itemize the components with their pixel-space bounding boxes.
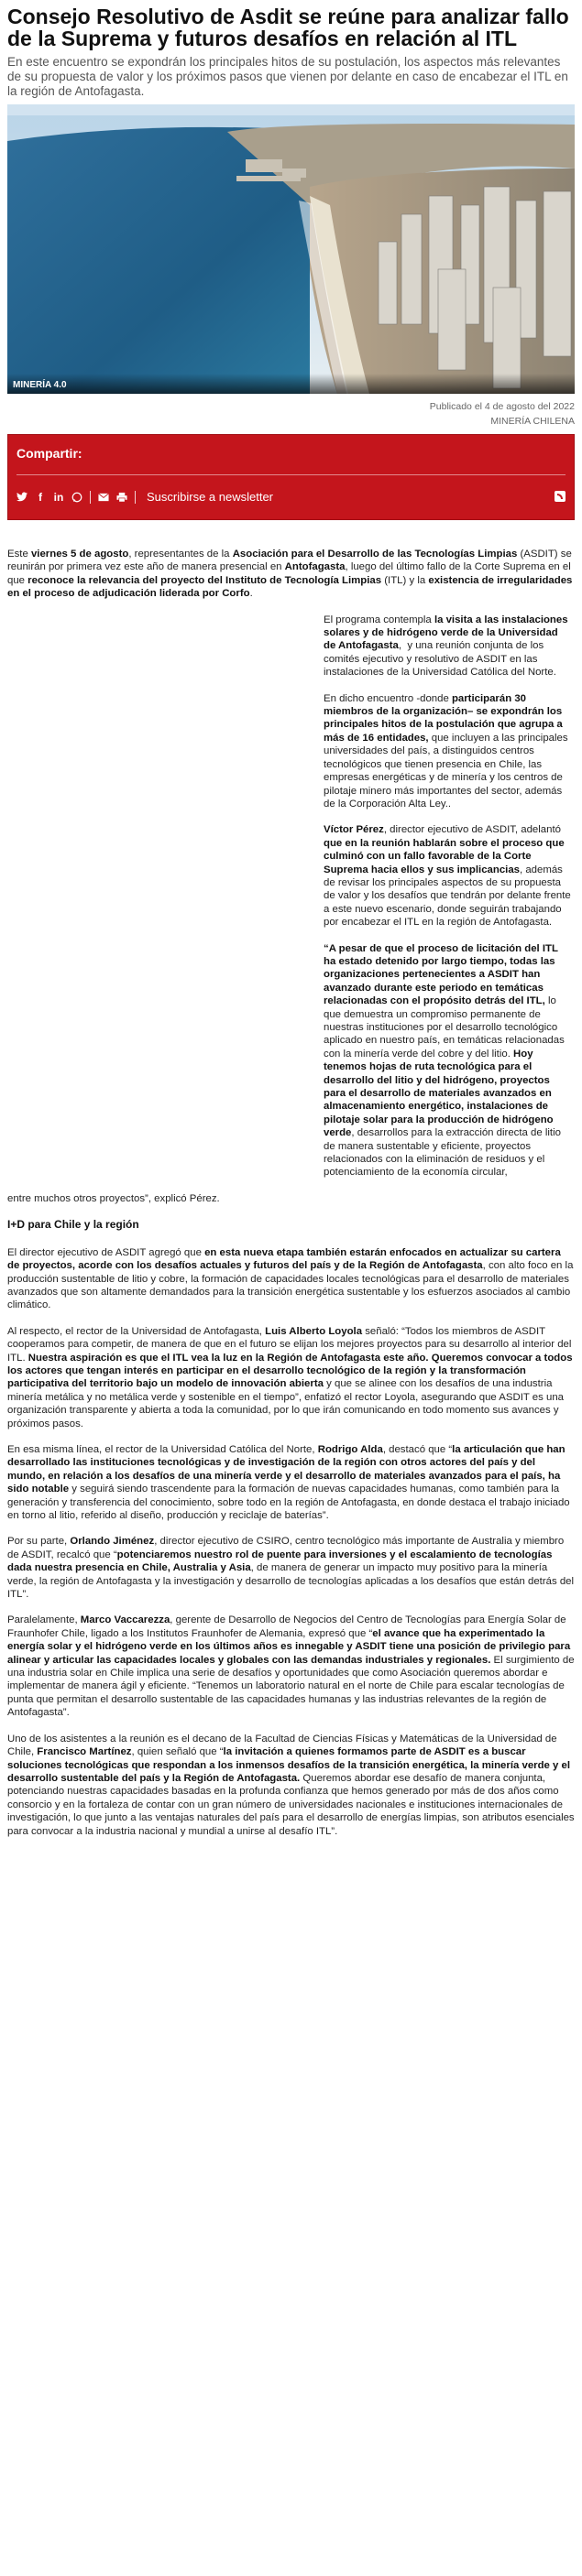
- facebook-icon[interactable]: f: [38, 490, 42, 504]
- hero-image: [7, 104, 575, 394]
- share-separator: [135, 491, 136, 504]
- article-body: [0, 520, 582, 1838]
- mail-icon[interactable]: [98, 491, 109, 504]
- article-subtitle: En este encuentro se expondrán los principales hitos de su postulación, los aspectos más relevantes de su propuesta de valor y los próximos pasos que vienen por delante en caso de encabezar el ITL en la región de Antofagasta.: [7, 55, 568, 98]
- whatsapp-icon[interactable]: [71, 491, 82, 504]
- article-paragraph: Víctor Pérez, director ejecutivo de ASDIT, adelantó que en la reunión hablarán sobre el proceso que culminó con un fallo favorable de la Corte Suprema hacia ellos y sus implicancias, además de revisar los principales aspectos de su propuesta de valor y los desafíos que tendrán por delante frente a este nuevo escenario, donde seguirán trabajando por encabezar el ITL en la región de Antofagasta.: [324, 824, 571, 929]
- article-paragraph: “A pesar de que el proceso de licitación del ITL ha estado detenido por largo tiempo, todas las organizaciones pertenecientes a ASDIT han avanzado durante este periodo en temáticas relacionadas con el propósito detrás del ITL, lo que demuestra un compromiso permanente de nuestras instituciones por el desarrollo tecnológico aplicado en nuestro país, en temáticas relacionadas con la minería verde del cobre y del litio. Hoy tenemos hojas de ruta tecnológica para el desarrollo del litio y del hidrógeno, proyectos para el desarrollo de materiales avanzados en almacenamiento energético, instalaciones de pilotaje solar para la producción de hidrógeno verde, desarrollos para la extracción directa de litio de manera sustentable y eficiente, proyectos relacionados con la eliminación de residuos y el potenciamiento de la economía circular,: [324, 942, 565, 1179]
- subscribe-newsletter-link[interactable]: Suscribirse a newsletter: [147, 490, 273, 504]
- article-paragraph: Paralelamente, Marco Vaccarezza, gerente de Desarrollo de Negocios del Centro de Tecnologías para Energía Solar de Fraunhofer Chile, ligado a los Institutos Fraunhofer de Alemania, expresó que “el avance que ha experimentado la energía solar y el hidrógeno verde en los últimos años es innegable y ASDIT tiene una posición de privilegio para alinear y articular las capacidades locales y globales con las demandas industriales y regionales. El surgimiento de una industria solar en Chile implica una serie de desafíos y oportunidades que como Asociación queremos abordar e implementar de manera ágil y eficiente. “Tenemos un laboratorio natural en el norte de Chile para escalar tecnologías de punta que permitan el desarrollo sustentable de las capacidades humanas y las industrias relevantes de la región de Antofagasta”.: [7, 1614, 575, 1719]
- section-heading: I+D para Chile y la región: [7, 1218, 139, 1232]
- image-credit-overlay: [7, 374, 575, 394]
- rss-icon[interactable]: [555, 491, 566, 502]
- coastal-city-photo: [7, 104, 575, 394]
- article-side-column: [324, 614, 571, 1179]
- article-paragraph: Al respecto, el rector de la Universidad de Antofagasta, Luis Alberto Loyola señaló: “Todos los miembros de ASDIT cooperamos para competir, de manera de que en el futuro se elijan los mejores proyectos para su desarrollo al interior del ITL. Nuestra aspiración es que el ITL vea la luz en la Región de Antofagasta este año. Queremos convocar a todos los actores que tengan interés en participar en el desarrollo tecnológico de la región y la transformación participativa del territorio bajo un modelo de innovación abierta y que se alinee con los desafíos de una industria minería metálica y no metálica verde y sostenible en el tiempo”, enfatizó el rector Loyola, asegurando que ASDIT es una organización transparente y abierta a toda la comunidad, por lo que irán comunicando en todo momento sus avances y próximos pasos.: [7, 1325, 573, 1429]
- share-title: Compartir:: [16, 446, 82, 461]
- article-paragraph: Por su parte, Orlando Jiménez, director ejecutivo de CSIRO, centro tecnológico más importante de Australia y miembro de ASDIT, recalcó que “potenciaremos nuestro rol de puente para inversiones y el escalamiento de tecnologías dada nuestra presencia en Chile, Australia y Asia, de manera de generar un impacto muy positivo para la minería verde, la región de Antofagasta y la investigación y desarrollo de tecnologías aplicadas a los desafíos que están detrás del ITL”.: [7, 1536, 575, 1601]
- article-paragraph: En dicho encuentro -donde participarán 30 miembros de la organización– se expondrán los principales hitos de la postulación que agrupa a más de 16 entidades, que incluyen a las principales universidades del país, a distinguidos centros tecnológicos que tienen presencia en Chile, las empresas energéticas y de minería y los centros de pilotaje minero más importantes del sector, además de la Corporación Alta Ley..: [324, 692, 568, 810]
- article-paragraph: Este viernes 5 de agosto, representantes de la Asociación para el Desarrollo de las Tecnologías Limpias (ASDIT) se reunirán por primera vez este año de manera presencial en Antofagasta, luego del último fallo de la Corte Suprema en el que reconoce la relevancia del proyecto del Instituto de Tecnología Limpias (ITL) y la existencia de irregularidades en el proceso de adjudicación liderada por Corfo.: [7, 549, 573, 600]
- article-paragraph: entre muchos otros proyectos”, explicó Pérez.: [7, 1192, 220, 1204]
- linkedin-icon[interactable]: in: [53, 490, 64, 504]
- article-paragraph: Uno de los asistentes a la reunión es el decano de la Facultad de Ciencias Físicas y Matemáticas de la Universidad de Chile, Francisco Martínez, quien señaló que “la invitación a quienes formamos parte de ASDIT es a buscar soluciones tecnológicas que respondan a los inmensos desafíos de la transición energética, la minería verde y el desarrollo sustentable del país y la Región de Antofagasta. Queremos abordar ese desafío de manera conjunta, potenciando nuestras capacidades basadas en la profunda confianza que hemos generado por más de dos años como consorcio y en la fortaleza de contar con un gran número de universidades nacionales e instituciones internacionales de investigación, lo que junto a las ventajas naturales del país para el desarrollo de energías limpias, son atributos esenciales para convocar a la industria nacional y mundial a unirse al desafío ITL”.: [7, 1733, 575, 1837]
- publish-date: Publicado el 4 de agosto del 2022: [429, 401, 575, 412]
- share-bar: [7, 434, 575, 520]
- share-divider: [16, 474, 566, 475]
- share-separator: [90, 491, 91, 504]
- article-paragraph: El programa contempla la visita a las instalaciones solares y de hidrógeno verde de la Universidad de Antofagasta, y una reunión conjunta de los comités ejecutivo y resolutivo de ASDIT en las instalaciones de la Universidad Católica del Norte.: [324, 614, 568, 679]
- article-header: [0, 0, 582, 99]
- article-paragraph: En esa misma línea, el rector de la Universidad Católica del Norte, Rodrigo Alda, destacó que “la articulación que han desarrollado las instituciones tecnológicas y de investigación de la región con otros actores del país y del mundo, en relación a los desafíos de una minería verde y el desarrollo de materiales avanzados para el país, ha sido notable y seguirá siendo trascendente para la formación de nuevas capacidades humanas, como también para la generación y transferencia del conocimiento, sobre todo en la región de Antofagasta, en donde destaca el trabajo iniciado en torno al litio, referido al diseño, producción y reciclaje de baterías”.: [7, 1443, 570, 1521]
- share-icons: [16, 490, 273, 504]
- article-paragraph: El director ejecutivo de ASDIT agregó que en esta nueva etapa también estarán enfocados en actualizar su cartera de proyectos, acorde con los desafíos actuales y futuros del país y de la Región de Antofagasta, con alto foco en la producción sustentable de litio y cobre, la formación de capacidades locales tecnológicas para el desarrollo de materiales avanzados que son altamente demandados para la transición energética sustentable y los esfuerzos asociados al cambio climático.: [7, 1246, 574, 1311]
- image-credit: MINERÍA 4.0: [13, 380, 67, 390]
- twitter-icon[interactable]: [16, 491, 27, 504]
- article-title: Consejo Resolutivo de Asdit se reúne para analizar fallo de la Suprema y futuros desafíos en relación al ITL: [7, 5, 569, 50]
- print-icon[interactable]: [116, 491, 127, 504]
- publish-source: MINERÍA CHILENA: [490, 416, 575, 427]
